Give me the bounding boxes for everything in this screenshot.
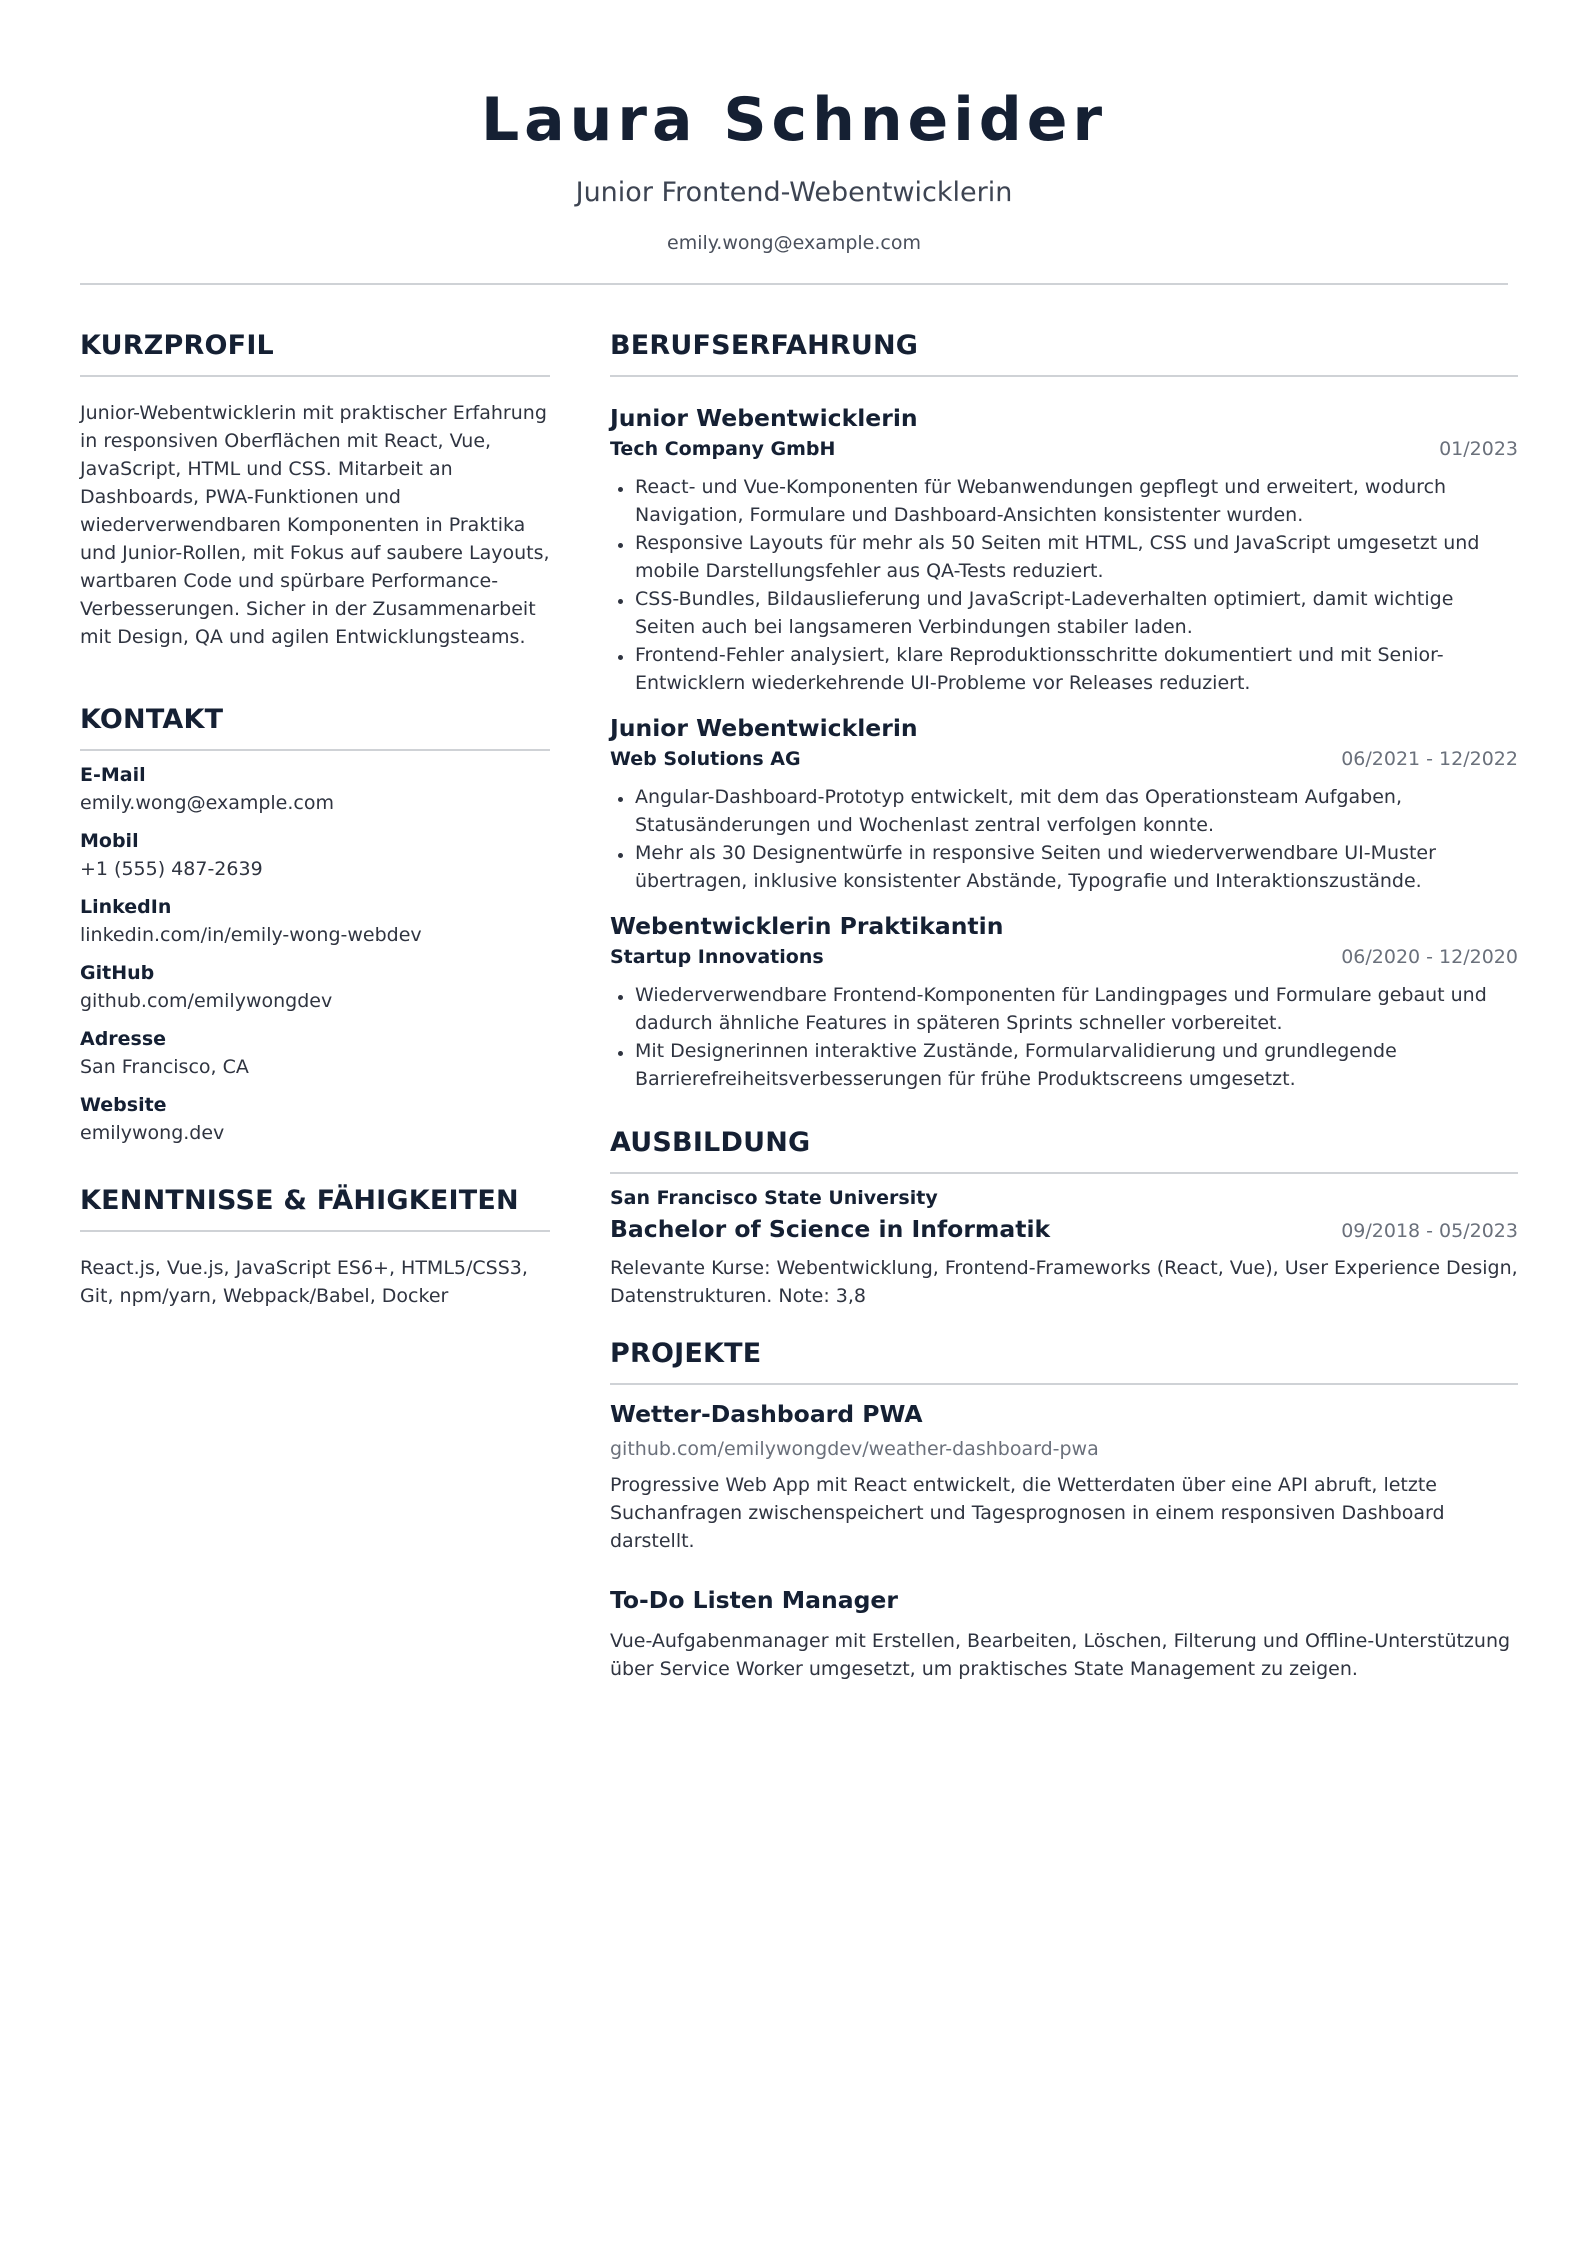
contact-label: LinkedIn [80, 896, 172, 918]
contact-value-address: San Francisco, CA [80, 1056, 249, 1078]
job-company: Web Solutions AG [610, 748, 801, 770]
job-bullet: React- und Vue-Komponenten für Webanwendungen gepflegt und erweitert, wodurch Navigation, Formulare und Dashboard-Ansichten konsistenter wurden. [610, 473, 1518, 529]
project-name: Wetter-Dashboard PWA [610, 1400, 923, 1428]
job-bullets [610, 473, 1518, 697]
section-divider [610, 1172, 1518, 1174]
experience-section [610, 322, 1518, 1093]
job-title: Junior Webentwicklerin [610, 404, 918, 432]
contact-item-email [80, 761, 550, 817]
education-date: 09/2018 - 05/2023 [1341, 1220, 1518, 1242]
project-link[interactable]: github.com/emilywongdev/weather-dashboard-pwa [610, 1438, 1099, 1460]
contact-item-website [80, 1091, 550, 1147]
header-email[interactable]: emily.wong@example.com [667, 232, 921, 254]
project-description: Progressive Web App mit React entwickelt, die Wetterdaten über eine API abruft, letzte Suchanfragen zwischenspeichert und Tagesprognosen in einem responsiven Dashboard darstellt. [610, 1474, 1445, 1552]
job-company: Startup Innovations [610, 946, 824, 968]
contact-list [80, 761, 550, 1147]
job-subtitle: Junior Frontend-Webentwicklerin [575, 177, 1013, 208]
job-bullets [610, 981, 1518, 1093]
contact-section [80, 696, 550, 1147]
job-company: Tech Company GmbH [610, 438, 836, 460]
job-bullets [610, 783, 1518, 895]
job-meta [610, 943, 1518, 971]
job-entry [610, 909, 1518, 1093]
job-bullet: Responsive Layouts für mehr als 50 Seiten mit HTML, CSS und JavaScript umgesetzt und mobile Darstellungsfehler aus QA-Tests reduziert. [610, 529, 1518, 585]
skills-title: KENNTNISSE & FÄHIGKEITEN [80, 1185, 519, 1216]
job-bullet: Frontend-Fehler analysiert, klare Reproduktionsschritte dokumentiert und mit Senior-Entwicklern wiederkehrende UI-Probleme vor Releases reduziert. [610, 641, 1518, 697]
profile-text: Junior-Webentwicklerin mit praktischer Erfahrung in responsiven Oberflächen mit React, Vue, JavaScript, HTML und CSS. Mitarbeit an Dashboards, PWA-Funktionen und wiederverwendbaren Komponenten in Praktika und Junior-Rollen, mit Fokus auf saubere Layouts, wartbaren Code und spürbare Performance-Verbesserungen. Sicher in der Zusammenarbeit mit Design, QA und agilen Entwicklungsteams. [80, 402, 550, 648]
profile-section [80, 322, 550, 651]
contact-title: KONTAKT [80, 704, 224, 735]
job-date: 01/2023 [1439, 438, 1518, 460]
contact-value-mobile[interactable]: +1 (555) 487-2639 [80, 858, 263, 880]
contact-value-github[interactable]: github.com/emilywongdev [80, 990, 333, 1012]
project-entry [610, 1397, 1518, 1555]
contact-value-linkedin[interactable]: linkedin.com/in/emily-wong-webdev [80, 924, 422, 946]
job-date: 06/2020 - 12/2020 [1341, 946, 1518, 968]
job-title: Junior Webentwicklerin [610, 714, 918, 742]
candidate-name: Laura Schneider [480, 85, 1108, 155]
education-title: AUSBILDUNG [610, 1127, 811, 1158]
education-meta [610, 1212, 1518, 1246]
job-meta [610, 745, 1518, 773]
resume-header [0, 0, 1588, 256]
job-bullet: Wiederverwendbare Frontend-Komponenten für Landingpages und Formulare gebaut und dadurch ähnliche Features in späteren Sprints schneller vorbereitet. [610, 981, 1518, 1037]
job-date: 06/2021 - 12/2022 [1341, 748, 1518, 770]
job-bullet: Angular-Dashboard-Prototyp entwickelt, mit dem das Operationsteam Aufgaben, Statusänderungen und Wochenlast zentral verfolgen konnte. [610, 783, 1518, 839]
profile-title: KURZPROFIL [80, 330, 274, 361]
section-divider [80, 375, 550, 377]
contact-item-address [80, 1025, 550, 1081]
education-section [610, 1119, 1518, 1310]
job-bullet: CSS-Bundles, Bildauslieferung und JavaScript-Ladeverhalten optimiert, damit wichtige Seiten auch bei langsameren Verbindungen stabiler laden. [610, 585, 1518, 641]
contact-item-linkedin [80, 893, 550, 949]
education-school: San Francisco State University [610, 1187, 938, 1209]
skills-text: React.js, Vue.js, JavaScript ES6+, HTML5/CSS3, Git, npm/yarn, Webpack/Babel, Docker [80, 1257, 528, 1307]
project-entry [610, 1583, 1518, 1683]
experience-title: BERUFSERFAHRUNG [610, 330, 919, 361]
skills-section [80, 1177, 550, 1310]
section-divider [80, 1230, 550, 1232]
job-meta [610, 435, 1518, 463]
contact-value-website[interactable]: emilywong.dev [80, 1122, 225, 1144]
section-divider [610, 1383, 1518, 1385]
contact-label: Mobil [80, 830, 139, 852]
job-bullet: Mit Designerinnen interaktive Zustände, Formularvalidierung und grundlegende Barrierefreiheitsverbesserungen für frühe Produktscreens umgesetzt. [610, 1037, 1518, 1093]
contact-label: Adresse [80, 1028, 167, 1050]
contact-item-mobile [80, 827, 550, 883]
right-column [610, 322, 1518, 1683]
section-divider [610, 375, 1518, 377]
education-degree: Bachelor of Science in Informatik [610, 1215, 1051, 1243]
education-details: Relevante Kurse: Webentwicklung, Frontend-Frameworks (React, Vue), User Experience Design, Datenstrukturen. Note: 3,8 [610, 1257, 1518, 1307]
projects-section [610, 1330, 1518, 1683]
contact-label: Website [80, 1094, 167, 1116]
project-description: Vue-Aufgabenmanager mit Erstellen, Bearbeiten, Löschen, Filterung und Offline-Unterstützung über Service Worker umgesetzt, um praktisches State Management zu zeigen. [610, 1630, 1511, 1680]
contact-label: E-Mail [80, 764, 146, 786]
contact-value-email[interactable]: emily.wong@example.com [80, 792, 334, 814]
projects-title: PROJEKTE [610, 1338, 762, 1369]
left-column [80, 322, 550, 1310]
project-name: To-Do Listen Manager [610, 1586, 898, 1614]
section-divider [80, 749, 550, 751]
job-entry [610, 401, 1518, 697]
job-entry [610, 711, 1518, 895]
job-bullet: Mehr als 30 Designentwürfe in responsive Seiten und wiederverwendbare UI-Muster übertragen, inklusive konsistenter Abstände, Typografie und Interaktionszustände. [610, 839, 1518, 895]
header-divider [80, 283, 1508, 285]
contact-label: GitHub [80, 962, 155, 984]
job-title: Webentwicklerin Praktikantin [610, 912, 1004, 940]
contact-item-github [80, 959, 550, 1015]
